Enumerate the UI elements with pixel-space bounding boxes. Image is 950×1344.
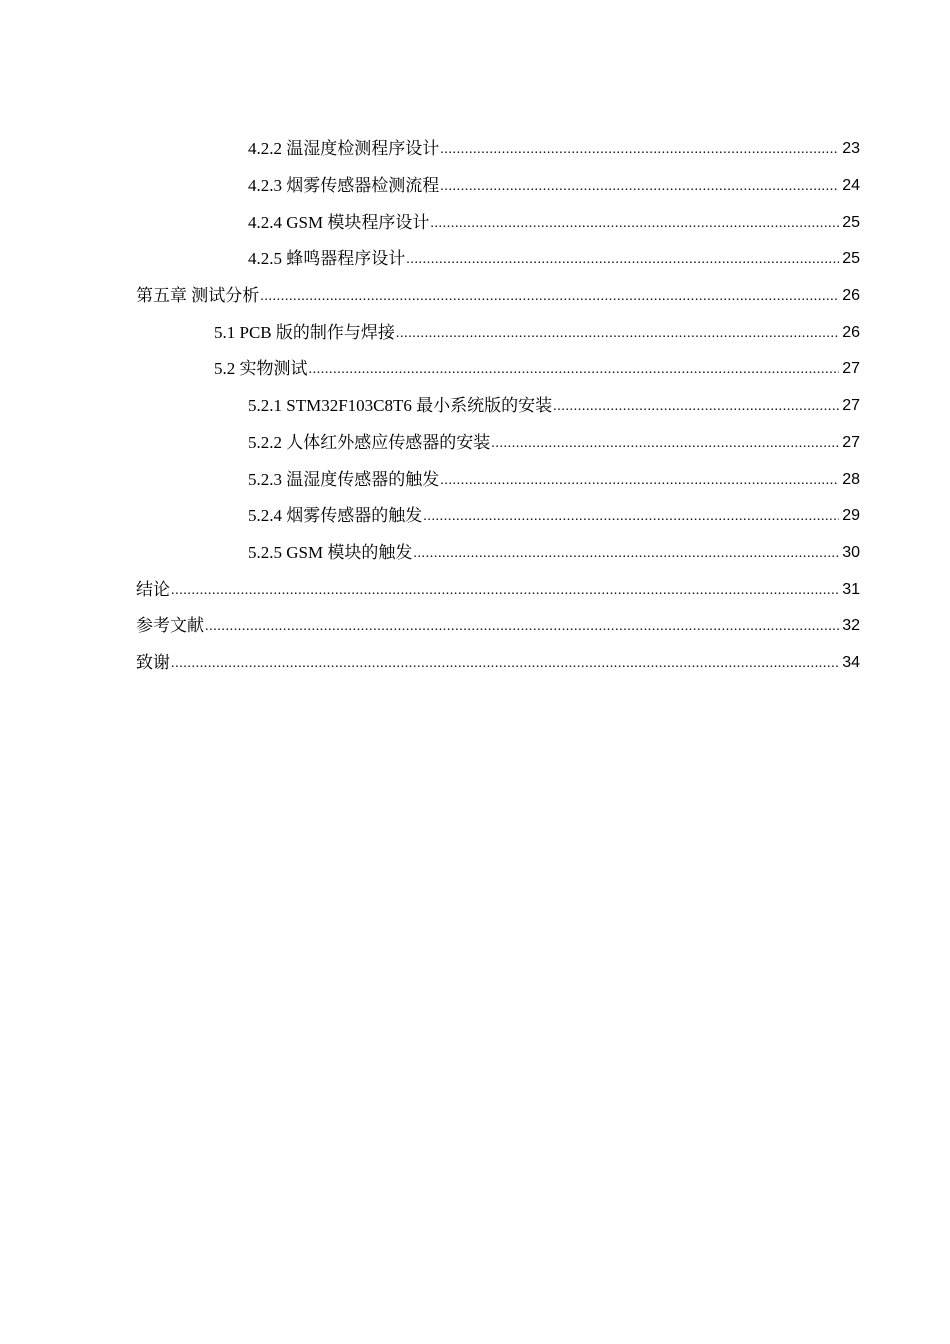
toc-entry-title: 4.2.3 烟雾传感器检测流程 [248,176,440,196]
toc-entry-title: 第五章 测试分析 [136,286,260,306]
toc-entry-chapter-5[interactable] [0,278,950,315]
toc-dot-leader [309,359,840,379]
toc-entry-4-2-4[interactable] [0,204,950,241]
toc-page-number: 25 [842,250,860,268]
toc-page-number: 27 [842,360,860,378]
toc-entry-title: 4.2.4 GSM 模块程序设计 [248,212,430,232]
toc-entry-title: 5.2 实物测试 [214,359,308,379]
toc-entry-5-2-5[interactable] [0,535,950,572]
toc-entry-4-2-5[interactable] [0,241,950,278]
toc-page-number: 32 [842,617,860,635]
toc-page-number: 27 [842,397,860,415]
toc-entry-4-2-2[interactable] [0,131,950,168]
toc-entry-title: 结论 [136,579,170,599]
toc-entry-acknowledgements[interactable] [0,645,950,682]
toc-entry-5-2-4[interactable] [0,498,950,535]
toc-entry-title: 5.2.3 温湿度传感器的触发 [248,469,440,489]
toc-page-number: 26 [842,287,860,305]
toc-entry-title: 5.2.4 烟雾传感器的触发 [248,506,423,526]
toc-page-number: 28 [842,470,860,488]
toc-dot-leader [171,653,839,673]
toc-page-number: 27 [842,433,860,451]
toc-dot-leader [396,323,839,343]
toc-dot-leader [423,506,839,526]
toc-entry-title: 5.2.2 人体红外感应传感器的安装 [248,432,491,452]
toc-page-number: 29 [842,507,860,525]
toc-entry-title: 5.2.1 STM32F103C8T6 最小系统版的安装 [248,396,553,416]
toc-dot-leader [491,433,839,453]
toc-dot-leader [440,139,839,159]
toc-dot-leader [440,176,839,196]
toc-dot-leader [205,616,839,636]
toc-entry-conclusion[interactable] [0,571,950,608]
toc-dot-leader [553,396,839,416]
toc-dot-leader [171,580,839,600]
toc-page-number: 30 [842,543,860,561]
table-of-contents [0,131,950,681]
toc-entry-5-2-1[interactable] [0,388,950,425]
toc-entry-title: 5.1 PCB 版的制作与焊接 [214,322,395,342]
toc-page-number: 26 [842,323,860,341]
toc-page-number: 25 [842,213,860,231]
toc-dot-leader [413,543,839,563]
toc-entry-4-2-3[interactable] [0,168,950,205]
toc-page-number: 24 [842,177,860,195]
toc-entry-title: 致谢 [136,652,170,672]
toc-entry-5-2[interactable] [0,351,950,388]
toc-entry-title: 4.2.5 蜂鸣器程序设计 [248,249,406,269]
toc-dot-leader [430,213,839,233]
toc-entry-title: 参考文献 [136,616,204,636]
toc-entry-5-2-3[interactable] [0,461,950,498]
toc-entry-title: 5.2.5 GSM 模块的触发 [248,542,413,562]
toc-entry-title: 4.2.2 温湿度检测程序设计 [248,139,440,159]
toc-dot-leader [440,470,839,490]
toc-page-number: 23 [842,140,860,158]
toc-page-number: 31 [842,580,860,598]
toc-entry-5-2-2[interactable] [0,425,950,462]
toc-entry-references[interactable] [0,608,950,645]
toc-page-number: 34 [842,653,860,671]
toc-dot-leader [406,249,839,269]
toc-entry-5-1[interactable] [0,314,950,351]
toc-dot-leader [260,286,839,306]
